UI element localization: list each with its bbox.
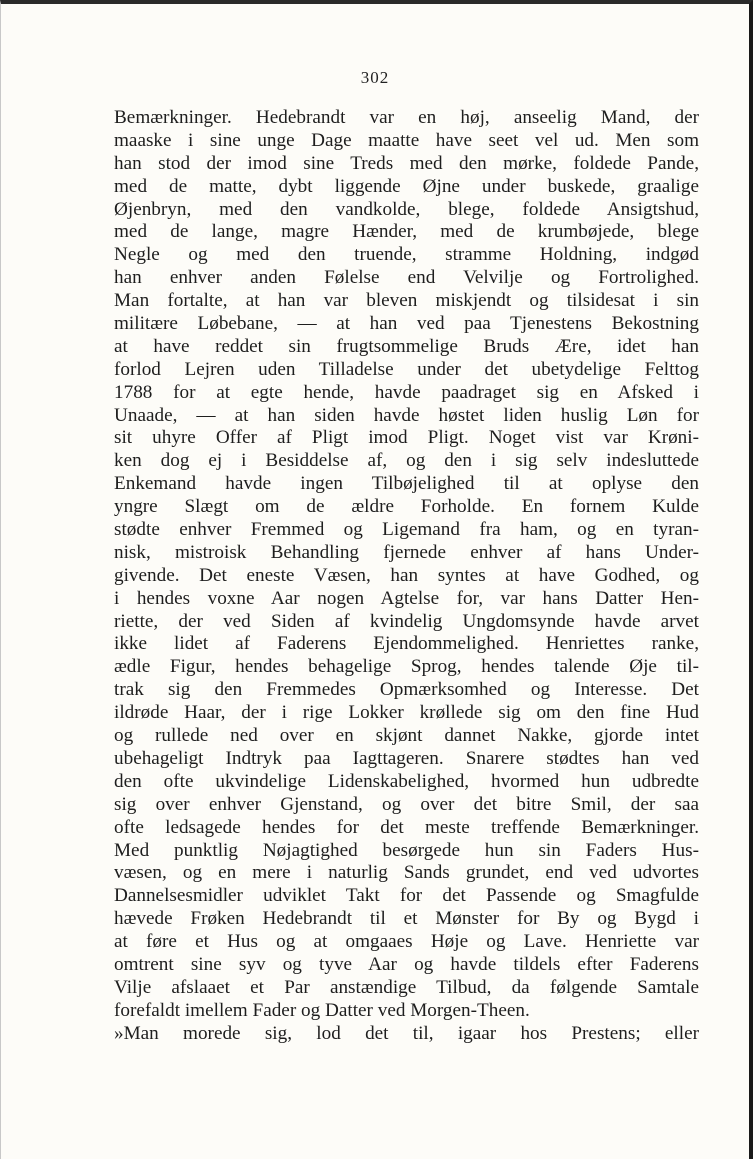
text-line: ken dog ej i Besiddelse af, og den i sig selv indesluttede — [114, 450, 699, 472]
text-line: yngre Slægt om de ældre Forholde. En fornem Kulde — [114, 496, 699, 518]
text-line: i hendes voxne Aar nogen Agtelse for, var hans Datter Hen- — [114, 587, 699, 609]
text-line: hævede Frøken Hedebrandt til et Mønster for By og Bygd i — [114, 908, 699, 930]
text-line: ildrøde Haar, der i rige Lokker krøllede sig om den fine Hud — [114, 702, 699, 724]
text-line: han stod der imod sine Treds med den mørke, foldede Pande, — [114, 152, 699, 174]
text-line: at have reddet sin frugtsommelige Bruds Ære, idet han — [114, 335, 699, 357]
text-line: Unaade, — at han siden havde høstet liden huslig Løn for — [114, 404, 699, 426]
text-line: trak sig den Fremmedes Opmærksomhed og Interesse. Det — [114, 679, 699, 701]
text-line: ubehageligt Indtryk paa Iagttageren. Snarere stødtes han ved — [114, 747, 699, 769]
text-line: Man fortalte, at han var bleven miskjendt og tilsidesat i sin — [114, 290, 699, 312]
text-line: stødte enhver Fremmed og Ligemand fra ham, og en tyran- — [114, 519, 699, 541]
text-line: med de matte, dybt liggende Øjne under buskede, graalige — [114, 175, 699, 197]
text-line: Vilje afslaaet et Par anstændige Tilbud, da følgende Samtale — [114, 976, 699, 998]
text-line: 1788 for at egte hende, havde paadraget sig en Afsked i — [114, 381, 699, 403]
text-line: ædle Figur, hendes behagelige Sprog, hendes talende Øje til- — [114, 656, 699, 678]
text-line: forlod Lejren uden Tilladelse under det ubetydelige Felttog — [114, 358, 699, 380]
text-line: Med punktlig Nøjagtighed besørgede hun sin Faders Hus- — [114, 839, 699, 861]
text-line: sit uhyre Offer af Pligt imod Pligt. Noget vist var Krøni- — [114, 427, 699, 449]
text-line: ofte ledsagede hendes for det meste treffende Bemærkninger. — [114, 816, 699, 838]
text-line: at føre et Hus og at omgaaes Høje og Lave. Henriette var — [114, 931, 699, 953]
text-line: med de lange, magre Hænder, med de krumbøjede, blege — [114, 221, 699, 243]
text-line: sig over enhver Gjenstand, og over det bitre Smil, der saa — [114, 793, 699, 815]
text-line: ikke lidet af Faderens Ejendommelighed. Henriettes ranke, — [114, 633, 699, 655]
page-number: 302 — [360, 68, 390, 87]
text-line: riette, der ved Siden af kvindelig Ungdomsynde havde arvet — [114, 610, 699, 632]
text-line: maaske i sine unge Dage maatte have seet vel ud. Men som — [114, 129, 699, 151]
text-line: militære Løbebane, — at han ved paa Tjenestens Bekostning — [114, 313, 699, 335]
text-line: væsen, og en mere i naturlig Sands grundet, end ved udvortes — [114, 862, 699, 884]
text-line: Bemærkninger. Hedebrandt var en høj, anseelig Mand, der — [114, 107, 699, 128]
text-line: han enhver anden Følelse end Velvilje og Fortrolighed. — [114, 267, 699, 289]
body-text — [114, 107, 699, 1046]
text-line: givende. Det eneste Væsen, han syntes at have Godhed, og — [114, 564, 699, 586]
text-line: »Man morede sig, lod det til, igaar hos Prestens; eller — [114, 1022, 699, 1044]
text-line: Enkemand havde ingen Tilbøjelighed til at oplyse den — [114, 473, 699, 495]
text-line: Negle og med den truende, stramme Holdning, indgød — [114, 244, 699, 266]
text-line: omtrent sine syv og tyve Aar og havde tildels efter Faderens — [114, 953, 699, 975]
text-line: Dannelsesmidler udviklet Takt for det Passende og Smagfulde — [114, 885, 699, 907]
text-line: og rullede ned over en skjønt dannet Nakke, gjorde intet — [114, 725, 699, 747]
text-line: den ofte ukvindelige Lidenskabelighed, hvormed hun udbredte — [114, 770, 699, 792]
text-line: Øjenbryn, med den vandkolde, blege, foldede Ansigtshud, — [114, 198, 699, 220]
text-line: forefaldt imellem Fader og Datter ved Morgen-Theen. — [114, 999, 530, 1021]
text-line: nisk, mistroisk Behandling fjernede enhver af hans Under- — [114, 541, 699, 563]
